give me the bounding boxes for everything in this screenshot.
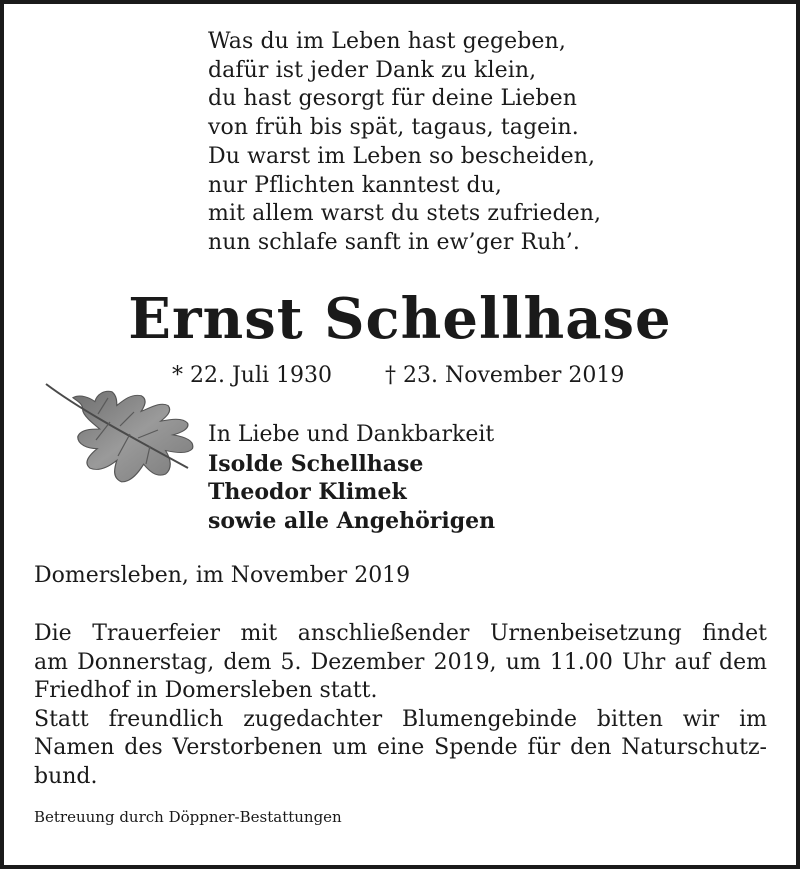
poem-line: dafür ist jeder Dank zu klein,	[208, 57, 537, 83]
poem-line: du hast gesorgt für deine Lieben	[208, 86, 578, 112]
poem-line: nun schlafe sanft in ew’ger Ruh’.	[208, 229, 580, 255]
poem-line: mit allem warst du stets zufrieden,	[208, 201, 602, 227]
notice-line: bund.	[34, 763, 98, 789]
poem-line: Du warst im Leben so bescheiden,	[208, 143, 596, 169]
notice-line: Namen des Verstorbenen um eine Spende für den Naturschutz-	[34, 735, 767, 761]
funeral-home-credit: Betreuung durch Döppner-Bestattungen	[34, 808, 342, 826]
poem-line: von früh bis spät, tagaus, tagein.	[208, 115, 579, 141]
mourners-intro: In Liebe und Dankbarkeit	[208, 422, 495, 447]
notice-line: am Donnerstag, dem 5. Dezember 2019, um 11.00 Uhr auf dem	[34, 649, 767, 675]
mourner-name: sowie alle Angehörigen	[208, 507, 496, 534]
death-date: † 23. November 2019	[385, 363, 625, 388]
birth-date: * 22. Juli 1930	[172, 363, 333, 388]
oak-leaf-icon	[38, 378, 206, 490]
funeral-notice	[34, 620, 767, 792]
notice-line: Statt freundlich zugedachter Blumengebinde bitten wir im	[34, 706, 767, 732]
poem-line: nur Pflichten kanntest du,	[208, 172, 502, 198]
deceased-name: Ernst Schellhase	[128, 286, 672, 352]
mourner-name: Isolde Schellhase	[208, 450, 424, 477]
notice-line: Die Trauerfeier mit anschließender Urnenbeisetzung findet	[34, 621, 767, 646]
place-and-date: Domersleben, im November 2019	[34, 563, 411, 588]
mourner-name: Theodor Klimek	[208, 479, 407, 505]
mourners-block	[208, 421, 495, 535]
notice-line: Friedhof in Domersleben statt.	[34, 678, 378, 704]
memorial-poem	[208, 28, 601, 258]
poem-line: Was du im Leben hast gegeben,	[208, 29, 566, 54]
